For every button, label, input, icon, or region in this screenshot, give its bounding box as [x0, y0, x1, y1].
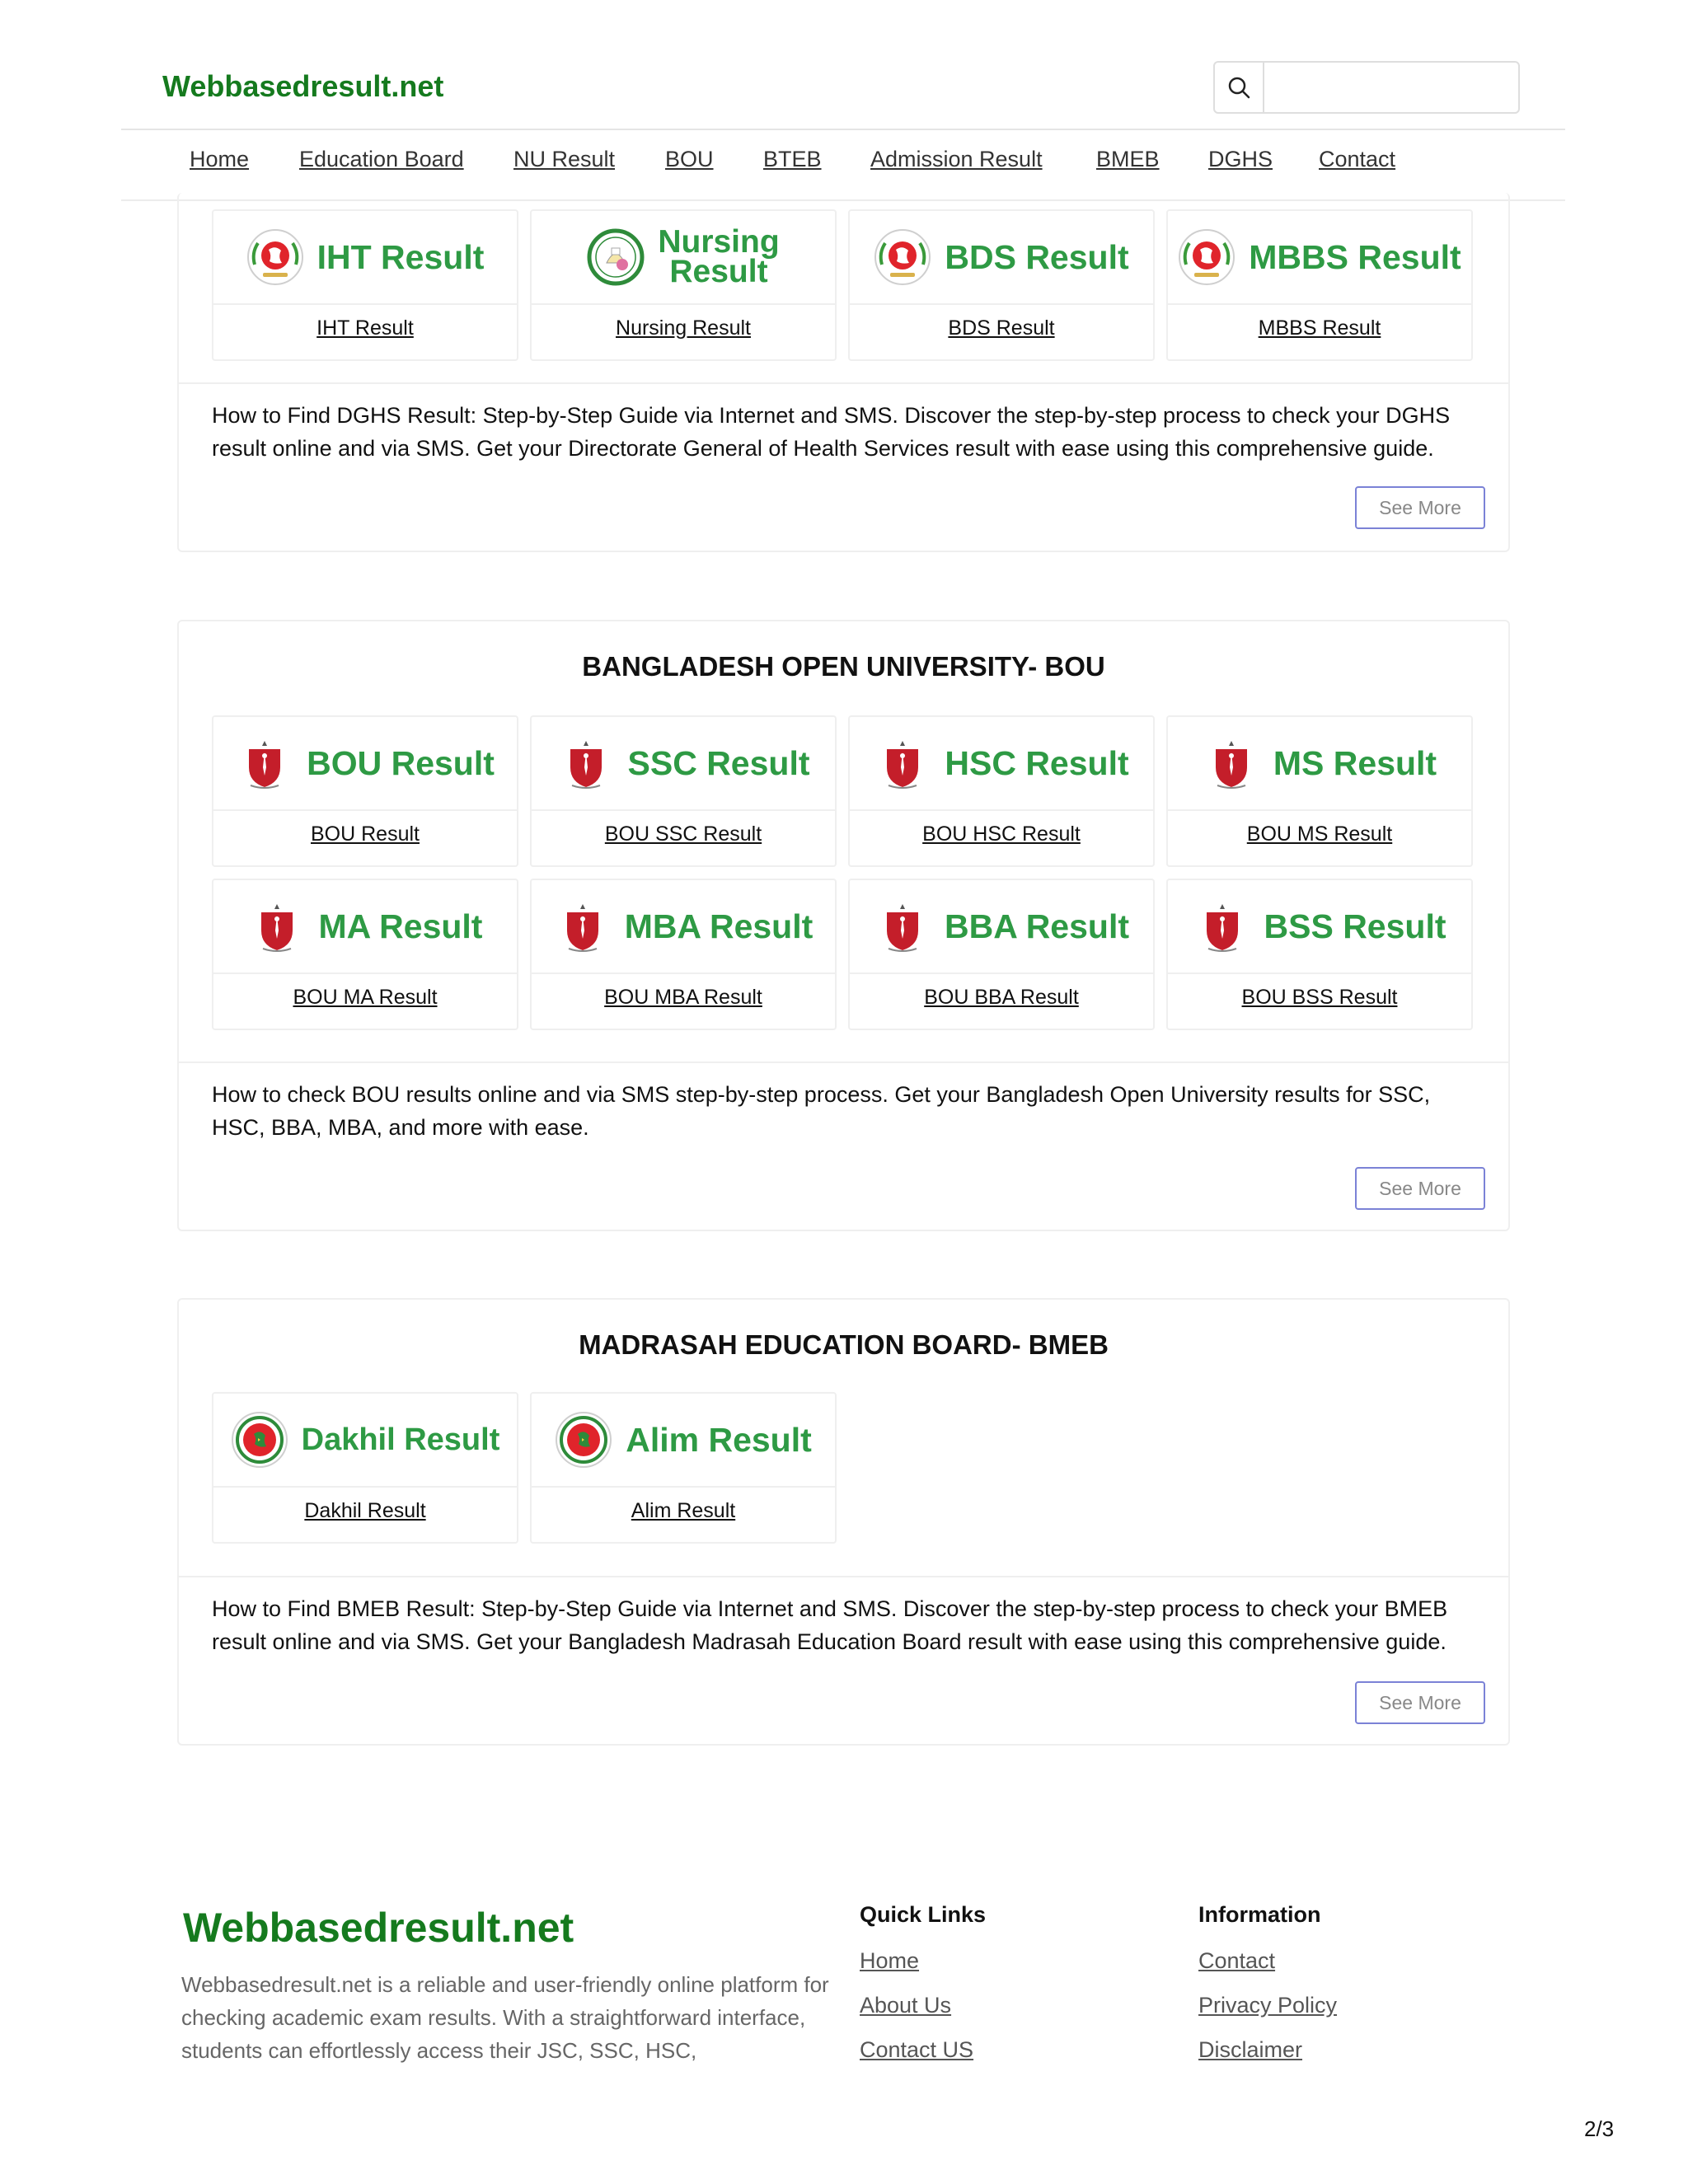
bou-section	[177, 620, 1510, 1231]
nav-nu-result[interactable]: NU Result	[513, 147, 616, 171]
see-more-button[interactable]: See More	[1355, 1167, 1485, 1210]
card-link[interactable]: BOU MBA Result	[604, 986, 762, 1009]
section-title: MADRASAH EDUCATION BOARD- BMEB	[579, 1329, 1109, 1360]
section-title: BANGLADESH OPEN UNIVERSITY- BOU	[582, 651, 1105, 682]
card-title: BDS Result	[945, 237, 1129, 276]
card-link[interactable]: MBBS Result	[1258, 316, 1381, 340]
site-logo[interactable]: Webbasedresult.net	[162, 69, 444, 103]
card-title: Alim Result	[626, 1420, 812, 1459]
bd-health-emblem-icon	[874, 228, 931, 286]
bou-emblem-icon	[874, 734, 931, 792]
footer-about-text: Webbasedresult.net is a reliable and user-friendly online platform for checking academic exam results. With a straightforward interface, students can effortlessly access their JSC, SSC, HSC,	[181, 1972, 829, 2063]
card-link[interactable]: BDS Result	[948, 316, 1055, 340]
bd-health-emblem-icon	[1178, 228, 1236, 286]
nav-education-board[interactable]: Education Board	[299, 147, 464, 171]
card-title: MA Result	[318, 907, 483, 945]
divider	[179, 382, 1508, 384]
bou-emblem-icon	[248, 898, 306, 955]
card-link[interactable]: Dakhil Result	[304, 1499, 426, 1522]
footer-link-disclaimer[interactable]: Disclaimer	[1198, 2037, 1303, 2062]
search-icon	[1226, 75, 1251, 100]
bou-emblem-icon	[557, 734, 615, 792]
card-link[interactable]: BOU MA Result	[293, 986, 438, 1009]
bou-emblem-icon	[554, 898, 612, 955]
footer-link-home[interactable]: Home	[860, 1948, 920, 1973]
card-title: SSC Result	[627, 743, 810, 782]
nav-home[interactable]: Home	[190, 147, 250, 171]
card-title: BBA Result	[945, 907, 1129, 945]
information-heading: Information	[1198, 1902, 1321, 1927]
result-card[interactable]	[530, 715, 837, 867]
search-box	[1213, 61, 1520, 114]
card-title: BOU Result	[307, 743, 495, 782]
see-more-button[interactable]: See More	[1355, 1681, 1485, 1724]
section-description: How to Find DGHS Result: Step-by-Step Guide via Internet and SMS. Discover the step-by-step process to check your DGHS result online and via SMS. Get your Directorate General of Health Services result with ease using this comprehensive guide.	[212, 403, 1451, 461]
result-card[interactable]	[530, 879, 837, 1030]
nav-bmeb[interactable]: BMEB	[1096, 147, 1160, 171]
card-link[interactable]: BOU BSS Result	[1241, 986, 1398, 1009]
nav-contact[interactable]: Contact	[1319, 147, 1396, 171]
nav-admission-result[interactable]: Admission Result	[870, 147, 1043, 171]
card-link[interactable]: Alim Result	[631, 1499, 736, 1522]
card-link[interactable]: BOU BBA Result	[924, 986, 1079, 1009]
search-input[interactable]	[1266, 64, 1517, 112]
card-link[interactable]: BOU HSC Result	[922, 823, 1081, 846]
card-title-line2: Result	[669, 254, 768, 289]
site-header	[121, 59, 1565, 130]
main-nav	[121, 130, 1565, 201]
card-title: MS Result	[1273, 743, 1437, 782]
dghs-section	[177, 193, 1510, 552]
section-description: How to check BOU results online and via SMS step-by-step process. Get your Bangladesh Open University results for SSC, HSC, BBA, MBA, and more with ease.	[212, 1082, 1431, 1140]
result-card[interactable]	[212, 209, 518, 361]
footer-logo[interactable]: Webbasedresult.net	[183, 1905, 574, 1951]
card-title: MBBS Result	[1249, 237, 1461, 276]
bou-emblem-icon	[1203, 734, 1260, 792]
bd-health-emblem-icon	[246, 228, 304, 286]
footer-link-contact-us[interactable]: Contact US	[860, 2037, 974, 2062]
bou-emblem-icon	[874, 898, 931, 955]
bmeb-section	[177, 1298, 1510, 1746]
search-button[interactable]	[1215, 63, 1264, 112]
result-card[interactable]	[212, 1392, 518, 1544]
card-link[interactable]: BOU SSC Result	[604, 823, 762, 846]
card-title-line1: Nursing	[658, 224, 780, 260]
madrasah-board-emblem-icon	[555, 1411, 612, 1469]
card-title: HSC Result	[945, 743, 1129, 782]
nav-bteb[interactable]: BTEB	[763, 147, 822, 171]
section-description: How to Find BMEB Result: Step-by-Step Guide via Internet and SMS. Discover the step-by-step process to check your BMEB result online and via SMS. Get your Bangladesh Madrasah Education Board result with ease using this comprehensive guide.	[212, 1596, 1448, 1654]
card-title: BSS Result	[1264, 907, 1447, 945]
nav-bou[interactable]: BOU	[665, 147, 714, 171]
footer-link-privacy-policy[interactable]: Privacy Policy	[1198, 1993, 1338, 2018]
card-link[interactable]: BOU Result	[311, 823, 420, 846]
card-link[interactable]: IHT Result	[316, 316, 414, 340]
divider	[179, 1576, 1508, 1577]
result-card[interactable]	[1166, 715, 1473, 867]
footer-link-about-us[interactable]: About Us	[860, 1993, 952, 2018]
result-card[interactable]	[848, 715, 1155, 867]
card-link[interactable]: BOU MS Result	[1246, 823, 1393, 846]
result-card[interactable]	[1166, 879, 1473, 1030]
bou-emblem-icon	[236, 734, 293, 792]
nav-dghs[interactable]: DGHS	[1208, 147, 1273, 171]
result-card[interactable]	[530, 1392, 837, 1544]
result-card[interactable]	[530, 209, 837, 361]
bou-emblem-icon	[1193, 898, 1251, 955]
footer-link-contact[interactable]: Contact	[1198, 1948, 1276, 1973]
card-title: Dakhil Result	[301, 1422, 500, 1457]
result-card[interactable]	[212, 879, 518, 1030]
card-link[interactable]: Nursing Result	[616, 316, 751, 340]
result-card[interactable]	[848, 209, 1155, 361]
result-card[interactable]	[212, 715, 518, 867]
card-title: MBA Result	[624, 907, 814, 945]
madrasah-board-emblem-icon	[231, 1411, 288, 1469]
nursing-council-icon	[587, 228, 645, 286]
divider	[179, 1062, 1508, 1063]
quick-links-heading: Quick Links	[860, 1902, 987, 1927]
result-card[interactable]	[1166, 209, 1473, 361]
see-more-button[interactable]: See More	[1355, 486, 1485, 529]
card-title: IHT Result	[316, 237, 485, 276]
page-indicator: 2/3	[1584, 2116, 1615, 2141]
result-card[interactable]	[848, 879, 1155, 1030]
card-title	[658, 224, 780, 289]
